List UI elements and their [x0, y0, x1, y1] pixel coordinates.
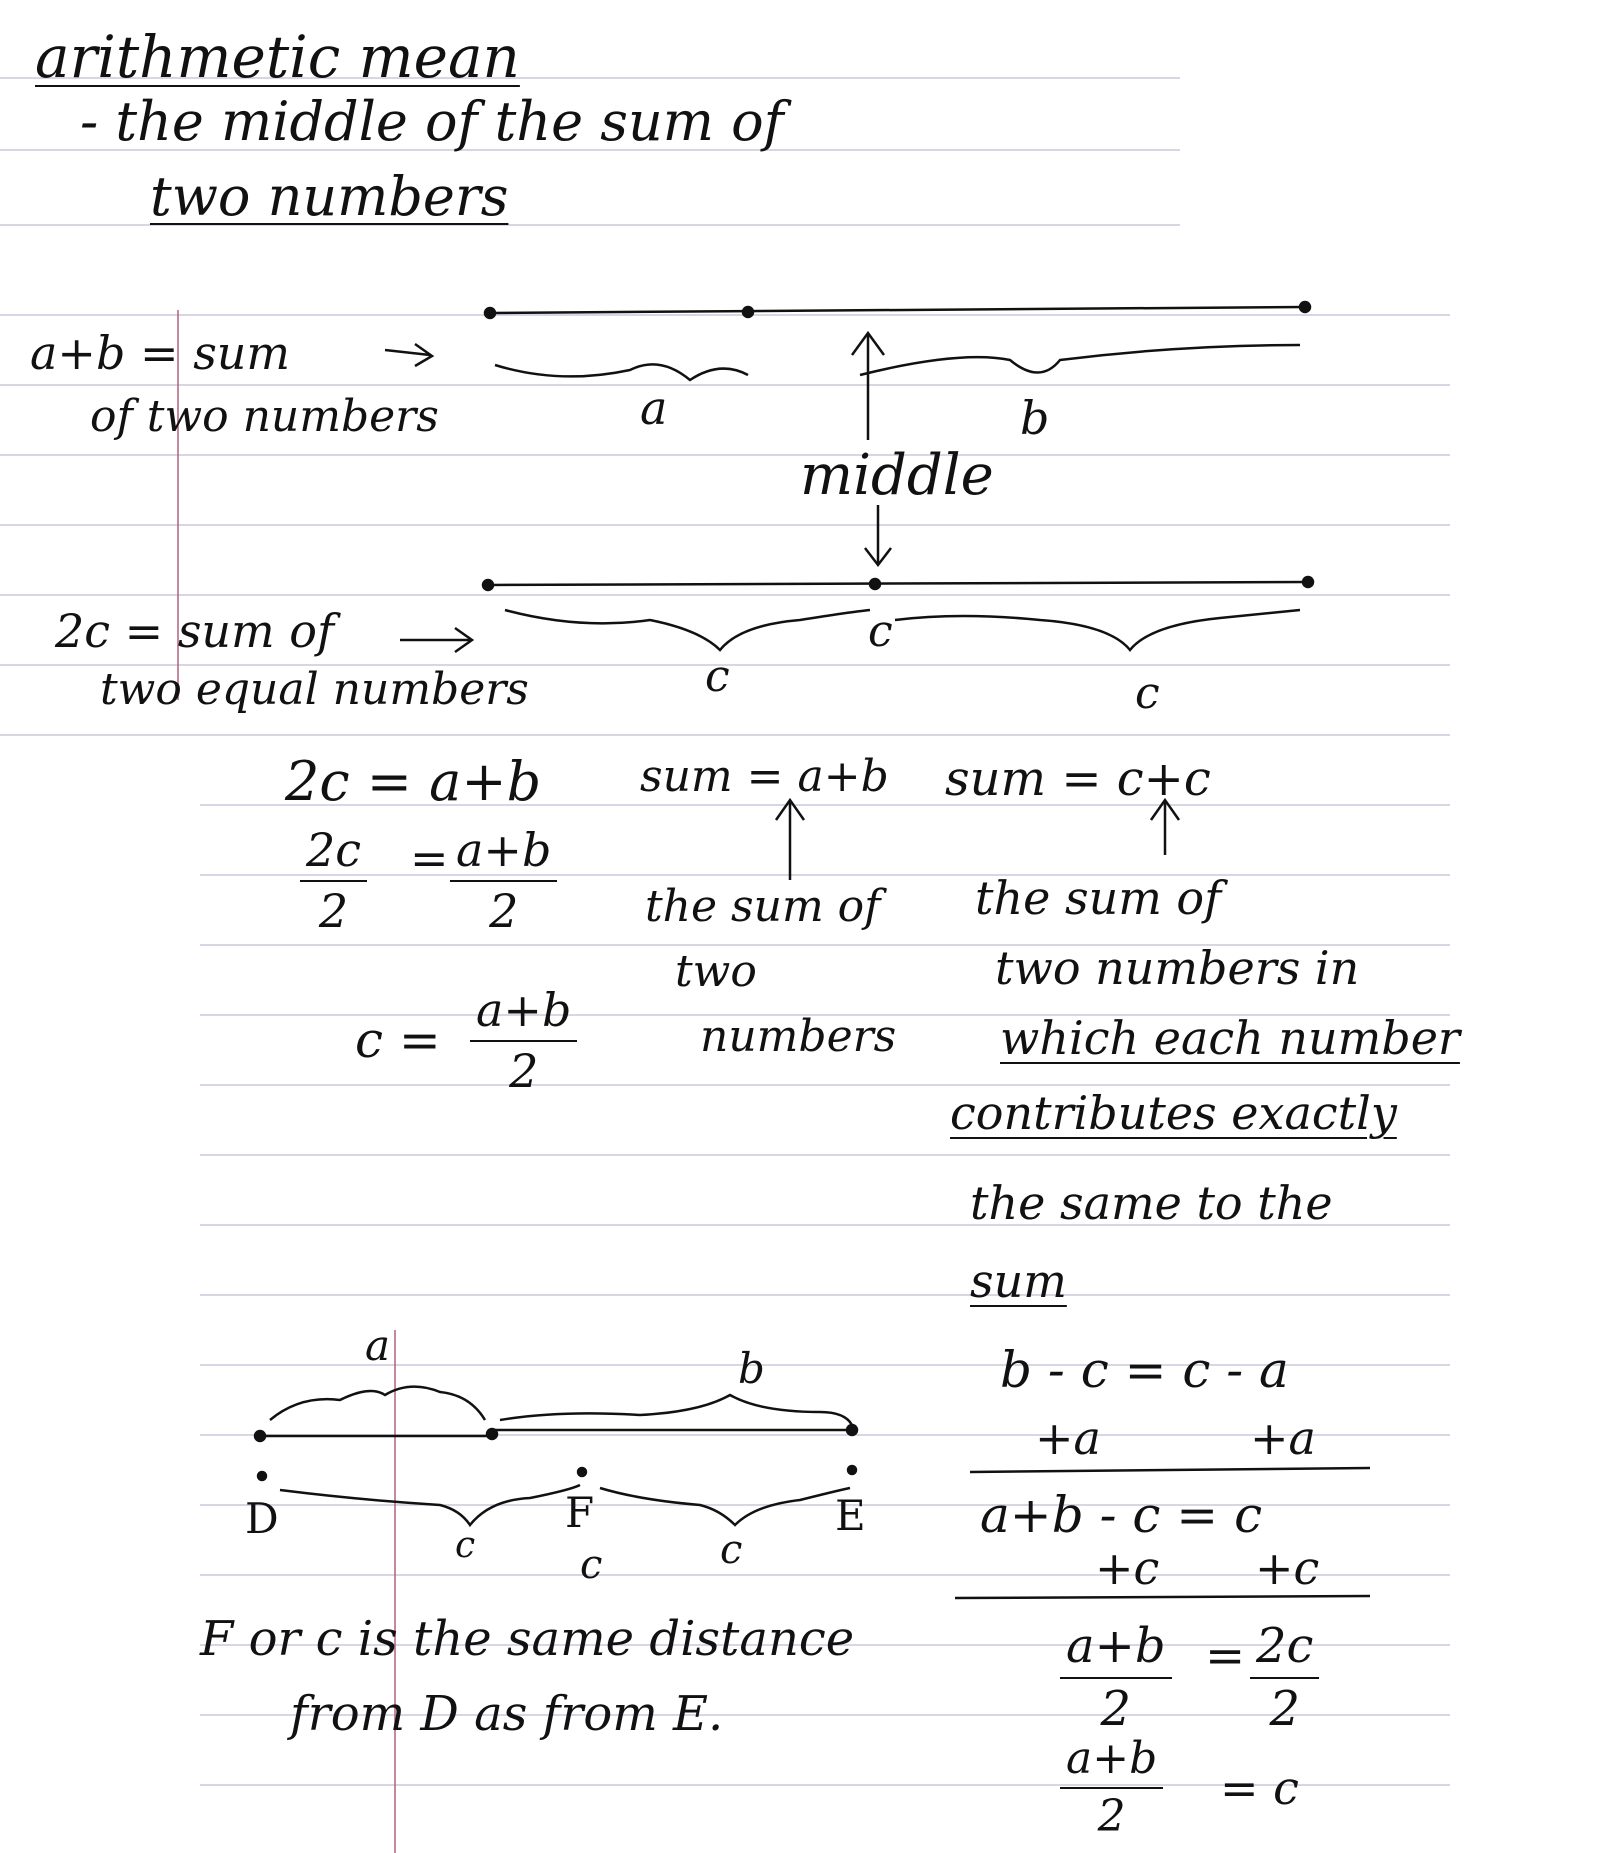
conclusion-line-2: from D as from E.	[290, 1686, 724, 1742]
sum-cc-note: sum = c+c	[945, 751, 1211, 807]
c-label-3: c	[720, 1527, 743, 1573]
point-F-label: F	[565, 1488, 595, 1537]
left-note-3: numbers	[700, 1011, 897, 1062]
fraction-2c-over-2	[300, 825, 367, 936]
fraction-denominator: 2	[489, 883, 519, 938]
sum-label: a+b = sum	[30, 326, 291, 380]
fraction-ab-over-2	[450, 825, 557, 936]
diagram1-shapes	[485, 302, 1310, 445]
fraction-numerator: a+b	[1060, 1735, 1163, 1789]
algebra-plus-a-1: +a	[1035, 1411, 1101, 1465]
definition-line-2: two numbers	[150, 165, 509, 228]
algebra-plus-c-2: +c	[1255, 1541, 1320, 1595]
left-note-2: two	[675, 946, 757, 997]
algebra-line-3: a+b - c = c	[980, 1486, 1263, 1544]
algebra-final-equals-c: = c	[1220, 1761, 1299, 1815]
point-D-label: D	[245, 1494, 279, 1543]
c-label-2: c	[580, 1542, 603, 1588]
algebra-equals: =	[1205, 1628, 1246, 1684]
segment-b-label: b	[1020, 391, 1050, 445]
algebra-plus-a-2: +a	[1250, 1411, 1316, 1465]
top-a-label: a	[365, 1321, 391, 1370]
fraction-c-result	[470, 985, 577, 1096]
fraction-numerator: 2c	[300, 825, 367, 882]
equal-sum-label-2: two equal numbers	[100, 664, 529, 715]
page-title: arithmetic mean	[35, 23, 520, 91]
equation-2c: 2c = a+b	[285, 750, 542, 813]
middle-label: middle	[800, 443, 994, 508]
segment-a-label: a	[640, 381, 668, 435]
segment-c1-label: c	[705, 651, 730, 702]
fraction-numerator: 2c	[1250, 1620, 1319, 1679]
fraction-denominator: 2	[1269, 1680, 1300, 1737]
fraction-denominator: 2	[1100, 1680, 1132, 1737]
top-b-label: b	[738, 1344, 765, 1393]
algebra-plus-c-1: +c	[1095, 1541, 1160, 1595]
right-note-1: the sum of	[975, 871, 1222, 925]
algebra-fraction-2c	[1250, 1620, 1319, 1736]
fraction-denominator: 2	[1097, 1791, 1126, 1843]
left-note-1: the sum of	[645, 881, 881, 932]
right-note-3: which each number	[1000, 1011, 1460, 1065]
right-note-2: two numbers in	[995, 941, 1360, 995]
c-label-1: c	[455, 1525, 476, 1566]
fraction-numerator: a+b	[1060, 1620, 1172, 1679]
right-note-5: the same to the	[970, 1176, 1333, 1230]
equals-sign: =	[410, 831, 449, 885]
algebra-fraction-ab	[1060, 1620, 1172, 1736]
diagram2-shapes	[483, 505, 1313, 650]
fraction-denominator: 2	[318, 883, 349, 938]
right-note-6: sum	[970, 1254, 1067, 1308]
segment-c2-label: c	[1135, 668, 1160, 719]
fraction-denominator: 2	[509, 1043, 539, 1098]
fraction-numerator: a+b	[450, 825, 557, 882]
c-equals: c =	[355, 1011, 441, 1069]
sum-ab-note: sum = a+b	[640, 751, 889, 802]
fraction-numerator: a+b	[470, 985, 577, 1042]
midpoint-c-label: c	[868, 606, 893, 657]
equal-sum-label: 2c = sum of	[55, 604, 335, 658]
sum-label-2: of two numbers	[90, 391, 439, 442]
algebra-fraction-final	[1060, 1735, 1163, 1842]
point-E-label: E	[835, 1491, 866, 1540]
right-note-4: contributes exactly	[950, 1086, 1397, 1140]
algebra-line-1: b - c = c - a	[1000, 1341, 1289, 1399]
definition-line-1: - the middle of the sum of	[80, 90, 784, 153]
conclusion-line-1: F or c is the same distance	[200, 1611, 855, 1667]
